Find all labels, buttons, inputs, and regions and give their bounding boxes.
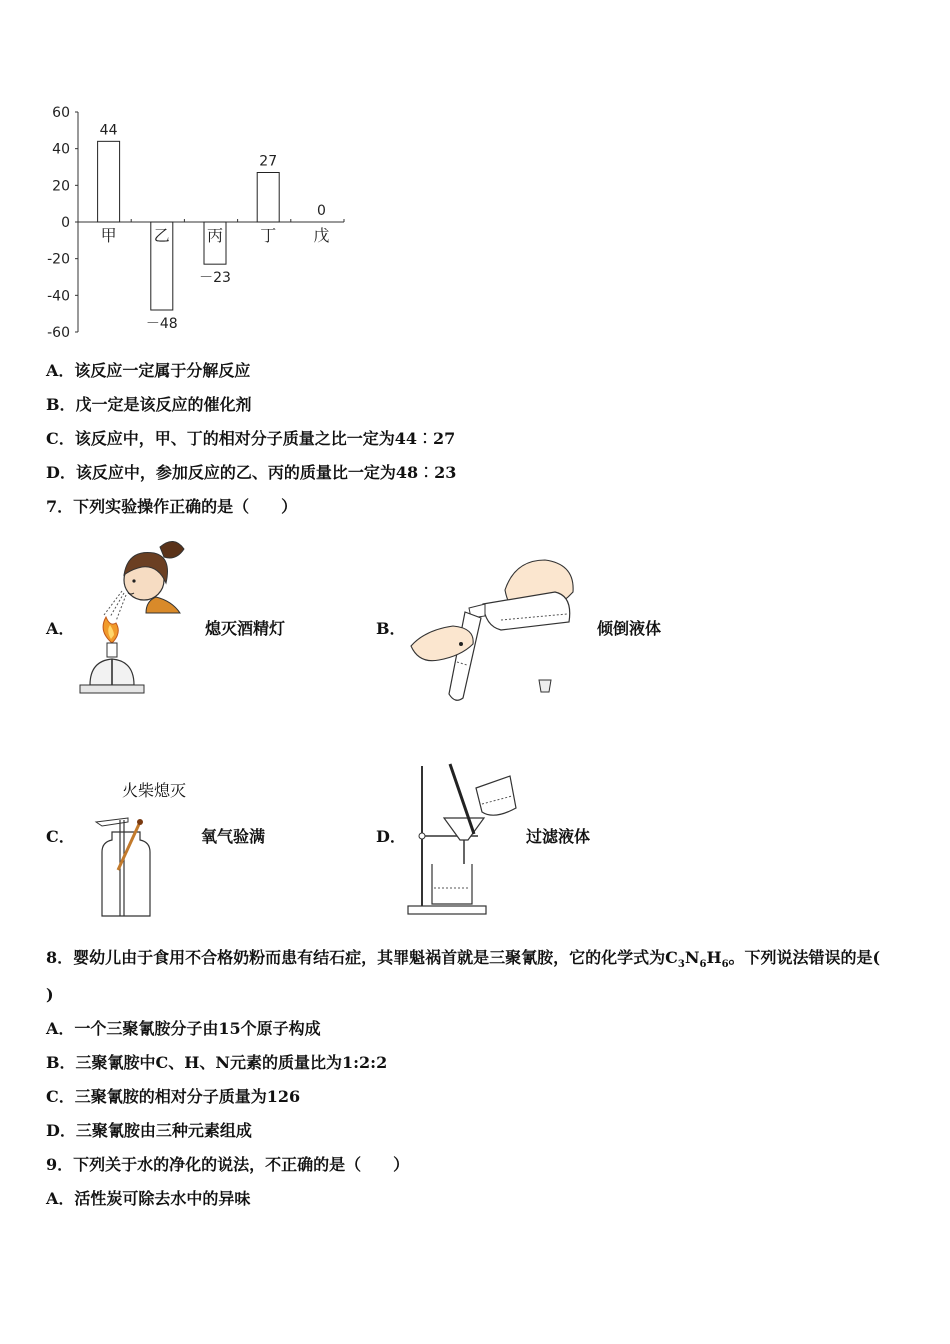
q9-option-a: A．活性炭可除去水中的异味 [46,1189,251,1208]
data-label: 27 [259,153,278,170]
oxygen-test-figure [92,812,162,920]
blowing-out-lamp-figure [76,535,196,700]
q7-stem: 7．下列实验操作正确的是（ ） [46,497,298,516]
q7-option-a-caption: 熄灭酒精灯 [205,619,286,638]
bar [98,141,120,222]
category-label: 丙 [206,226,224,245]
match-out-text: 火柴熄灭 [122,781,187,800]
category-label: 甲 [100,226,117,245]
y-tick-label: -60 [47,325,70,340]
q7-option-d-letter: D． [376,827,406,846]
category-label: 戊 [313,226,330,245]
data-label: －23 [199,270,231,287]
y-tick-label: -40 [47,288,70,305]
category-label: 丁 [260,226,277,245]
q7-option-b-letter: B． [376,619,406,638]
q6-option-c: C．该反应中，甲、丁的相对分子质量之比一定为44︰27 [46,429,456,448]
data-label: －48 [145,316,178,332]
q6-option-d: D．该反应中，参加反应的乙、丙的质量比一定为48︰23 [46,463,457,482]
y-tick-label: 20 [52,178,70,195]
bar-chart [40,100,360,340]
q8-option-a: A．一个三聚氰胺分子由15个原子构成 [46,1019,321,1038]
y-tick-label: -20 [47,251,70,268]
pouring-liquid-figure [405,552,585,702]
q6-option-b: B．戊一定是该反应的催化剂 [46,395,252,414]
data-label: 44 [99,122,118,139]
data-label: 0 [316,203,326,219]
filtration-figure [398,760,524,920]
q8-stem-line2: ) [46,985,54,1004]
y-tick-label: 0 [61,215,70,231]
q8-option-d: D．三聚氰胺由三种元素组成 [46,1121,252,1140]
q7-option-b-caption: 倾倒液体 [597,619,662,638]
y-tick-label: 40 [52,141,70,158]
q7-option-c-caption: 氧气验满 [201,827,266,846]
q7-option-d-caption: 过滤液体 [526,827,591,846]
q6-option-a: A．该反应一定属于分解反应 [46,361,251,380]
q9-stem: 9．下列关于水的净化的说法，不正确的是（ ） [46,1155,410,1174]
q7-option-a-letter: A． [46,619,75,638]
q7-option-c-letter: C． [46,827,75,846]
q8-option-b: B．三聚氰胺中C、H、N元素的质量比为1:2:2 [46,1053,388,1072]
category-label: 乙 [153,226,170,245]
bar [257,173,279,223]
q8-stem-line1: 8．婴幼儿由于食用不合格奶粉而患有结石症，其罪魁祸首就是三聚氰胺，它的化学式为$C_3N_6H_6$。下列说法错误的是( [46,948,881,971]
y-tick-label: 60 [52,105,70,121]
q8-option-c: C．三聚氰胺的相对分子质量为126 [46,1087,301,1106]
